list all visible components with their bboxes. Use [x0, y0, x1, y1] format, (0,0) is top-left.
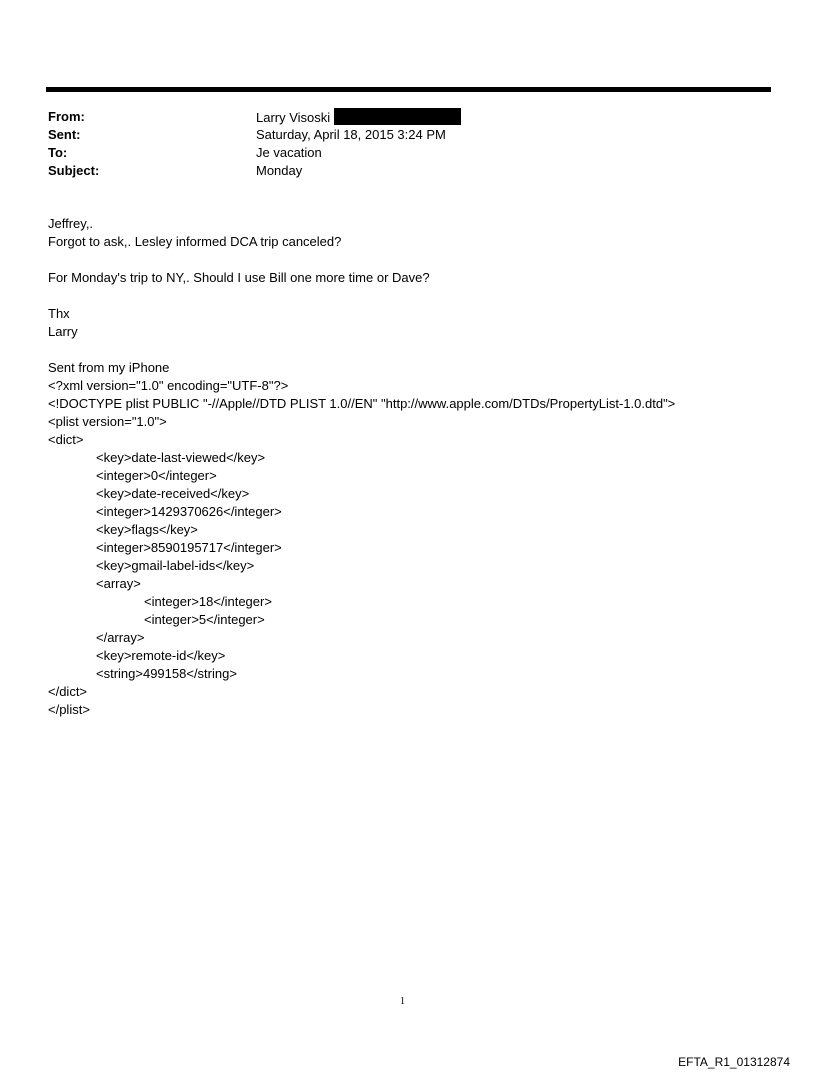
- xml-line: <dict>: [48, 432, 84, 447]
- sent-value: Saturday, April 18, 2015 3:24 PM: [256, 127, 446, 142]
- sender-name: Larry Visoski: [256, 110, 331, 125]
- thanks: Thx: [48, 306, 70, 321]
- email-header: [48, 108, 461, 180]
- xml-line: <array>: [96, 576, 141, 591]
- from-label: From:: [48, 109, 85, 124]
- subject-row: [48, 162, 461, 180]
- body-line-2: For Monday's trip to NY,. Should I use Bill one more time or Dave?: [48, 270, 430, 285]
- subject-label: Subject:: [48, 163, 100, 178]
- xml-line: <integer>1429370626</integer>: [96, 504, 282, 519]
- xml-line: <string>499158</string>: [96, 666, 237, 681]
- xml-line: <key>flags</key>: [96, 522, 198, 537]
- xml-line: <integer>0</integer>: [96, 468, 217, 483]
- subject-value: Monday: [256, 163, 303, 178]
- xml-line: <integer>18</integer>: [144, 594, 272, 609]
- body-line-1: Forgot to ask,. Lesley informed DCA trip canceled?: [48, 234, 342, 249]
- xml-line: <?xml version="1.0" encoding="UTF-8"?>: [48, 378, 289, 393]
- xml-line: <key>date-received</key>: [96, 486, 250, 501]
- xml-line: <key>remote-id</key>: [96, 648, 226, 663]
- from-value: [256, 108, 461, 126]
- xml-line: <key>gmail-label-ids</key>: [96, 558, 255, 573]
- to-label: To:: [48, 145, 68, 160]
- redaction-box: [334, 108, 461, 125]
- greeting: Jeffrey,.: [48, 216, 94, 231]
- signature: Larry: [48, 324, 78, 339]
- xml-line: <plist version="1.0">: [48, 414, 167, 429]
- sent-label: Sent:: [48, 127, 81, 142]
- header-rule: [46, 87, 771, 92]
- xml-line: <!DOCTYPE plist PUBLIC "-//Apple//DTD PLIST 1.0//EN" "http://www.apple.com/DTDs/PropertyList-1.0.dtd">: [48, 396, 676, 411]
- sent-row: [48, 126, 461, 144]
- xml-line: </dict>: [48, 684, 88, 699]
- xml-line: </array>: [96, 630, 145, 645]
- bates-number: EFTA_R1_01312874: [678, 1055, 790, 1069]
- page-number: 1: [400, 996, 405, 1007]
- to-row: [48, 144, 461, 162]
- from-row: [48, 108, 461, 126]
- xml-line: <integer>5</integer>: [144, 612, 265, 627]
- to-value: Je vacation: [256, 145, 322, 160]
- email-body: [48, 215, 768, 719]
- xml-line: <key>date-last-viewed</key>: [96, 450, 266, 465]
- xml-line: <integer>8590195717</integer>: [96, 540, 282, 555]
- xml-line: </plist>: [48, 702, 90, 717]
- sent-from-line: Sent from my iPhone: [48, 360, 170, 375]
